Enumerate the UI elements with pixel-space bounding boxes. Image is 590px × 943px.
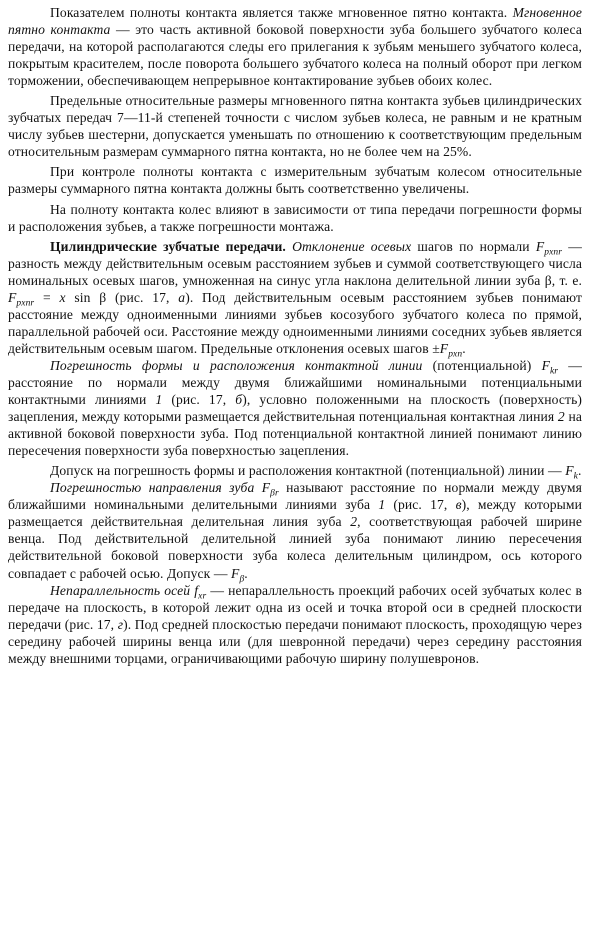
paragraph-limit-sizes (8, 92, 582, 160)
paragraph-instant-contact (8, 4, 582, 89)
text-run: Показателем полноты контакта является также мгновенное пятно контакта. (50, 5, 513, 20)
text-run: . (577, 463, 582, 479)
text-run: (рис. 17, (162, 392, 236, 408)
text-run: (потенциальной) (422, 357, 542, 373)
text-run: — непараллельность проекций рабочих осей зубчатых колес в передаче на плоскость, в которой лежит одна из осей и точка второй оси в средней плоскости передачи (рис. 17, (8, 582, 582, 632)
subscript-run: β (239, 574, 245, 585)
italic-run: f (194, 582, 199, 598)
paragraph-axis-nonparallelism (8, 582, 582, 667)
text-run: — разность между действительным осевым расстоянием зубьев и суммой соответствующего числа номинальных осевых шагов, умноженная на синус угла наклона делительной линии зуба β, т. е. (8, 238, 582, 288)
italic-run: 2 (350, 514, 358, 530)
text-run: ). Под действительным осевым расстоянием зубьев понимают расстояние между одноименными линиями зубьев косозубого зубчатого колеса по прямой, параллельной рабочей оси. Расстояние между одноименными линиями соседних зубьев является действительным осевым шагом. Предельные отклонения осевых шагов ± (8, 289, 583, 356)
italic-run: F (439, 340, 449, 356)
italic-run: 1 (378, 497, 386, 513)
italic-run: в (455, 497, 462, 513)
text-run: При контроле полноты контакта с измерительным зубчатым колесом относительные размеры суммарного пятна контакта должны быть соответственно увеличены. (8, 164, 582, 197)
subscript-run: xr (198, 591, 207, 602)
italic-run: Погрешностью направления зуба (50, 480, 255, 496)
italic-run: F (8, 289, 17, 305)
italic-run: F (541, 357, 550, 373)
text-run: — расстояние по нормали между двумя ближайшими номинальными потенциальными контактными линиями (8, 357, 582, 408)
subscript-run: k (573, 471, 578, 482)
paragraph-cylindrical-gears (8, 238, 583, 360)
text-run: . (462, 340, 466, 356)
paragraph-contact-line-tolerance (8, 462, 582, 482)
paragraph-influence (8, 201, 582, 235)
text-run: (рис. 17, (385, 497, 456, 513)
italic-run: x (59, 289, 66, 305)
paragraph-contact-line-error (8, 357, 582, 459)
subscript-run: βr (270, 488, 279, 499)
bold-run: Цилиндрические зубчатые передачи. (50, 238, 286, 254)
italic-run: 1 (155, 392, 163, 408)
italic-run: F (535, 238, 545, 254)
text-run: На полноту контакта колес влияют в зависимости от типа передачи погрешности формы и расположения зубьев, а также погрешности монтажа. (8, 201, 582, 234)
text-run: на активной боковой поверхности зуба. Под потенциальной контактной линией понимают линию пересечения поверхности зуба поверхностью зацепления. (8, 409, 582, 459)
italic-run: F (565, 463, 574, 479)
text-run: называют расстояние по нормали между двумя ближайшими номинальными делительными линиями зуба (8, 480, 582, 513)
text-run: . (244, 565, 248, 581)
italic-run: 2 (557, 409, 565, 425)
text-run: шагов по нормали (411, 238, 536, 254)
subscript-run: pxnr (16, 298, 35, 309)
text-run: , соответствующая рабочей ширине венца. Под действительной делительной линией зуба понимают линию пересечения действительной боковой поверхности зуба колеса делительным цилиндром, ось которого совпадает с рабочей осью. Допуск — (8, 514, 582, 581)
text-run: Предельные относительные размеры мгновенного пятна контакта зубьев цилиндрических зубчатых передач 7—11-й степеней точности с числом зубьев колеса, не равным и не кратным числу зубьев шестерни, допускается уменьшать по отношению к соответствующим предельным относительным размерам суммарного пятна контакта, но не более чем на 25%. (8, 93, 582, 160)
italic-run: F (261, 480, 271, 496)
text-run: ). Под средней плоскостью передачи понимают плоскость, проходящую через середину рабочей ширины венца или (для шевронной передачи) через середину расстояния между внешними торцами, ограничивающими рабочую ширину полушевронов. (8, 616, 582, 666)
text-run: ), условно положенными на плоскость (поверхность) зацепления, между которыми размещается действительная потенциальная контактная линия (8, 392, 583, 425)
subscript-run: kr (549, 366, 559, 377)
text-run: sin β (рис. 17, (65, 289, 179, 305)
text-run: — это часть активной боковой поверхности зуба большего зубчатого колеса передачи, на которой располагаются следы его прилегания к зубьям меньшего зубчатого колеса, покрытым красителем, после поворота большего зубчатого колеса на полный оборот при легком торможении, обеспечивающем непрерывное контактирование зубьев обоих колес. (8, 22, 582, 89)
italic-run: Мгновенное пятно контакта (8, 5, 582, 38)
text-run: ), между которыми размещается действительная делительная линия зуба (8, 497, 582, 530)
italic-run: а (178, 289, 186, 305)
italic-run: Погрешность формы и расположения контактной линии (50, 357, 423, 373)
italic-run: Отклонение осевых (292, 238, 412, 254)
italic-run: б (235, 392, 243, 408)
text-run: Допуск на погрешность формы и расположения контактной (потенциальной) линии — (50, 463, 566, 479)
italic-run: Непараллельность осей (50, 582, 191, 598)
italic-run: г (117, 616, 124, 632)
subscript-run: pxnr (544, 247, 563, 258)
italic-run: F (231, 565, 240, 581)
subscript-run: pxn (448, 349, 463, 360)
text-run: = (34, 289, 60, 305)
paragraph-tooth-direction-error (8, 479, 582, 585)
paragraph-measuring-gear (8, 163, 582, 197)
text-run (254, 480, 261, 495)
